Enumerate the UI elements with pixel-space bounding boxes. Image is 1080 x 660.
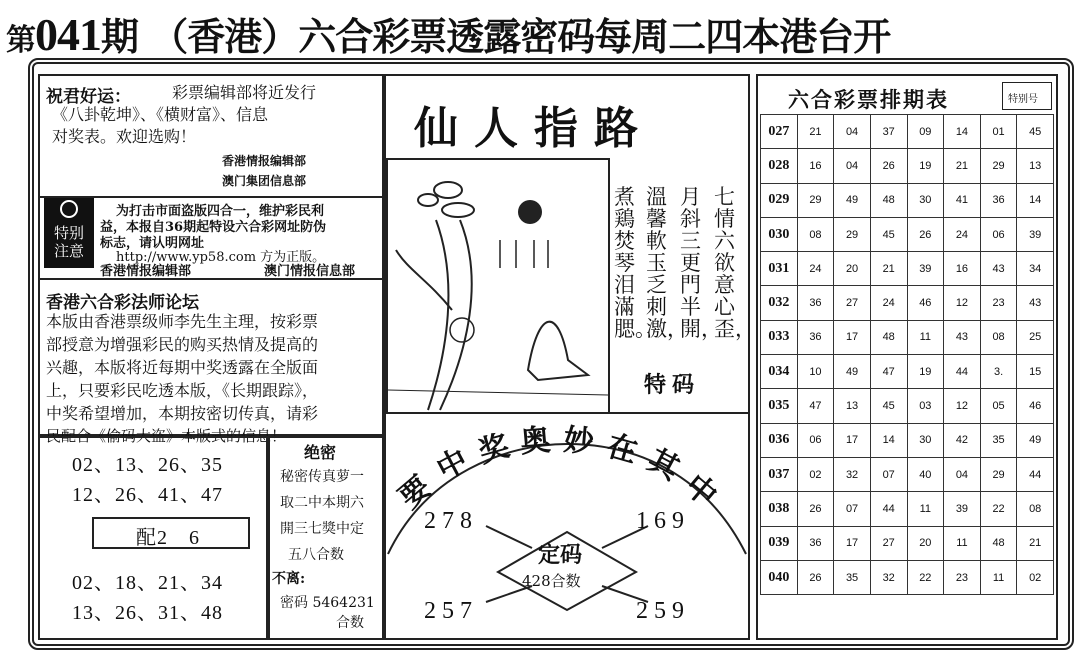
special-number-cell: 25 (1017, 320, 1054, 354)
number-cell: 11 (980, 560, 1017, 594)
promo-sign: 澳门集团信息部 (222, 174, 307, 188)
number-cell: 09 (907, 115, 944, 149)
period-cell: 035 (761, 389, 798, 423)
number-cell: 21 (797, 115, 834, 149)
period-cell: 038 (761, 492, 798, 526)
arc-char: 妙 (562, 422, 596, 461)
special-number-cell: 08 (1017, 492, 1054, 526)
number-cell: 19 (907, 149, 944, 183)
number-cell: 26 (797, 560, 834, 594)
number-cell: 44 (870, 492, 907, 526)
poem-column: 七情六欲意心歪， (714, 185, 756, 341)
number-cell: 29 (980, 149, 1017, 183)
number-cell: 29 (980, 457, 1017, 491)
special-number-cell: 13 (1017, 149, 1054, 183)
number-cell: 40 (907, 457, 944, 491)
secret-title: 绝密 (304, 443, 337, 462)
schedule-row (761, 423, 1054, 457)
notice-sign-left: 香港情报编辑部 (100, 264, 192, 279)
page-title (6, 6, 1076, 60)
poem-column: 月斜三更門半開， (680, 185, 722, 341)
promo-line: 彩票编辑部将近发行 (172, 83, 317, 102)
number-cell: 47 (797, 389, 834, 423)
schedule-row (761, 286, 1054, 320)
number-cell: 24 (797, 252, 834, 286)
pei-value: 配2 6 (136, 527, 200, 549)
issue-suffix: 期 (101, 14, 139, 59)
period-cell: 028 (761, 149, 798, 183)
notice-sign-right: 澳门情报信息部 (264, 264, 356, 279)
number-cell: 48 (980, 526, 1017, 560)
number-cell: 24 (944, 217, 981, 251)
arc-char: 其 (641, 442, 685, 488)
secret-buli: 不离: (272, 571, 306, 587)
forum-line: 部授意为增强彩民的购买热情及提高的 (46, 335, 319, 354)
forum-title: 香港六合彩法师论坛 (46, 293, 199, 313)
special-number-cell: 43 (1017, 286, 1054, 320)
issue-number: 041 (35, 9, 101, 60)
forum-line: 上，只要彩民吃透本版，《长期跟踪》， (46, 381, 319, 400)
number-cell: 13 (834, 389, 871, 423)
number-cell: 45 (870, 389, 907, 423)
dingma-num-bl: 257 (424, 598, 478, 624)
period-cell: 039 (761, 526, 798, 560)
number-cell: 21 (944, 149, 981, 183)
notice-line: 为打击市面盗版四合一，维护彩民利 (116, 204, 325, 219)
secret-line: 開三七獎中定 (280, 521, 364, 537)
number-cell: 47 (870, 355, 907, 389)
number-cell: 06 (797, 423, 834, 457)
special-number-cell: 14 (1017, 183, 1054, 217)
number-cell: 29 (834, 217, 871, 251)
number-cell: 05 (980, 389, 1017, 423)
number-cell: 36 (797, 286, 834, 320)
period-cell: 027 (761, 115, 798, 149)
number-cell: 27 (870, 526, 907, 560)
period-cell: 034 (761, 355, 798, 389)
schedule-title: 六合彩票排期表 (788, 87, 949, 112)
issue-prefix: 第 (6, 23, 35, 58)
special-number-cell: 34 (1017, 252, 1054, 286)
number-cell: 44 (944, 355, 981, 389)
number-cell: 14 (870, 423, 907, 457)
number-cell: 04 (834, 149, 871, 183)
number-cell: 26 (870, 149, 907, 183)
number-cell: 08 (980, 320, 1017, 354)
number-cell: 16 (797, 149, 834, 183)
promo-line: 《八卦乾坤》、《横财富》、信息 (52, 105, 269, 124)
secret-line: 五八合数 (288, 547, 344, 563)
number-cell: 46 (907, 286, 944, 320)
number-cell: 11 (944, 526, 981, 560)
number-cell: 49 (834, 183, 871, 217)
number-cell: 06 (980, 217, 1017, 251)
special-number-cell: 46 (1017, 389, 1054, 423)
arc-char: 中 (431, 442, 475, 488)
number-cell: 17 (834, 526, 871, 560)
number-cell: 11 (907, 320, 944, 354)
secret-line: 秘密传真萝一 (280, 469, 364, 485)
number-cell: 49 (834, 355, 871, 389)
number-cell: 26 (797, 492, 834, 526)
special-number-cell: 44 (1017, 457, 1054, 491)
schedule-row (761, 457, 1054, 491)
arc-char: 中 (678, 467, 724, 514)
tema-label: 特码 (644, 372, 701, 398)
number-cell: 17 (834, 423, 871, 457)
schedule-row (761, 355, 1054, 389)
header-title: （香港）六合彩票透露密码每周二四本港台开 (150, 14, 891, 59)
period-cell: 030 (761, 217, 798, 251)
number-cell: 12 (944, 389, 981, 423)
period-cell: 029 (761, 183, 798, 217)
promo-title: 祝君好运： (46, 87, 131, 107)
special-number-cell: 45 (1017, 115, 1054, 149)
special-number-cell: 21 (1017, 526, 1054, 560)
period-cell: 037 (761, 457, 798, 491)
number-cell: 14 (944, 115, 981, 149)
number-cell: 23 (944, 560, 981, 594)
number-cell: 12 (944, 286, 981, 320)
dingma-num-tl: 278 (424, 508, 478, 534)
arc-char: 奖 (474, 428, 514, 471)
schedule-row (761, 492, 1054, 526)
picks-row: 02、13、26、35 (72, 454, 223, 476)
arc-char: 在 (602, 428, 642, 471)
poem-column: 煮鶏焚琴泪滿腮。 (614, 185, 656, 341)
schedule-row (761, 217, 1054, 251)
special-number-cell: 39 (1017, 217, 1054, 251)
number-cell: 11 (907, 492, 944, 526)
schedule-row (761, 115, 1054, 149)
number-cell: 08 (797, 217, 834, 251)
dingma-heshu: 428合数 (522, 572, 581, 590)
number-cell: 23 (980, 286, 1017, 320)
notice-line: 标志，请认明网址 (100, 236, 205, 251)
number-cell: 19 (907, 355, 944, 389)
schedule-row (761, 320, 1054, 354)
number-cell: 02 (797, 457, 834, 491)
number-cell: 32 (870, 560, 907, 594)
number-cell: 37 (870, 115, 907, 149)
number-cell: 24 (870, 286, 907, 320)
number-cell: 26 (907, 217, 944, 251)
number-cell: 04 (944, 457, 981, 491)
poem-column: 溫馨軟玉乏刺激， (646, 185, 688, 341)
dingma-num-tr: 169 (636, 508, 690, 534)
number-cell: 35 (834, 560, 871, 594)
special-number-cell: 49 (1017, 423, 1054, 457)
notice-icon: 特别注意 (44, 198, 94, 268)
schedule-row (761, 183, 1054, 217)
picks-row: 13、26、31、48 (72, 602, 223, 624)
period-cell: 040 (761, 560, 798, 594)
schedule-row (761, 526, 1054, 560)
secret-line: 取二中本期六 (280, 495, 364, 511)
promo-sign: 香港情报编辑部 (222, 154, 307, 168)
number-cell: 20 (834, 252, 871, 286)
number-cell: 20 (907, 526, 944, 560)
number-cell: 42 (944, 423, 981, 457)
number-cell: 07 (870, 457, 907, 491)
notice-ball-icon (60, 200, 78, 218)
schedule-row (761, 149, 1054, 183)
number-cell: 27 (834, 286, 871, 320)
picks-row: 12、26、41、47 (72, 484, 223, 506)
number-cell: 04 (834, 115, 871, 149)
number-cell: 41 (944, 183, 981, 217)
picks-row: 02、18、21、34 (72, 572, 223, 594)
forum-line: 民配合《偷码大盗》本版式的信息！ (46, 427, 287, 445)
number-cell: 17 (834, 320, 871, 354)
number-cell: 36 (980, 183, 1017, 217)
number-cell: 43 (980, 252, 1017, 286)
special-number-tag: 特别号 (1008, 94, 1038, 105)
number-cell: 48 (870, 320, 907, 354)
number-cell: 39 (944, 492, 981, 526)
number-cell: 03 (907, 389, 944, 423)
number-cell: 07 (834, 492, 871, 526)
notice-line: 益，本报自36期起特设六合彩网址防伪 (100, 220, 327, 235)
schedule-row (761, 560, 1054, 594)
number-cell: 3. (980, 355, 1017, 389)
number-cell: 35 (980, 423, 1017, 457)
forum-line: 本版由香港票级师李先生主理，按彩票 (46, 312, 319, 331)
arc-char: 要 (392, 469, 438, 516)
number-cell: 45 (870, 217, 907, 251)
number-cell: 22 (980, 492, 1017, 526)
number-cell: 36 (797, 320, 834, 354)
number-cell: 36 (797, 526, 834, 560)
schedule-row (761, 389, 1054, 423)
promo-line: 对奖表。欢迎选购！ (52, 127, 197, 146)
number-cell: 10 (797, 355, 834, 389)
dingma-num-br: 259 (636, 598, 690, 624)
number-cell: 29 (797, 183, 834, 217)
forum-line: 兴趣，本版将近每期中奖透露在全版面 (46, 358, 319, 377)
illustration (388, 160, 608, 412)
special-number-cell: 15 (1017, 355, 1054, 389)
number-cell: 30 (907, 423, 944, 457)
xianren-title: 仙人指路 (414, 103, 654, 154)
number-cell: 43 (944, 320, 981, 354)
number-cell: 30 (907, 183, 944, 217)
period-cell: 033 (761, 320, 798, 354)
period-cell: 032 (761, 286, 798, 320)
number-cell: 32 (834, 457, 871, 491)
notice-url: http://www.yp58.com 方为正版。 (116, 250, 326, 265)
secret-code: 密码 5464231 (280, 595, 375, 611)
forum-line: 中奖希望增加，本期按密切传真，请彩 (46, 404, 319, 423)
number-cell: 22 (907, 560, 944, 594)
period-cell: 036 (761, 423, 798, 457)
number-cell: 39 (907, 252, 944, 286)
dingma-label: 定码 (538, 542, 583, 568)
special-number-cell: 02 (1017, 560, 1054, 594)
number-cell: 21 (870, 252, 907, 286)
schedule-row (761, 252, 1054, 286)
schedule-table (760, 114, 1054, 595)
number-cell: 48 (870, 183, 907, 217)
number-cell: 01 (980, 115, 1017, 149)
period-cell: 031 (761, 252, 798, 286)
arc-char: 奥 (518, 422, 552, 461)
secret-code-suffix: 合数 (336, 615, 364, 631)
number-cell: 16 (944, 252, 981, 286)
